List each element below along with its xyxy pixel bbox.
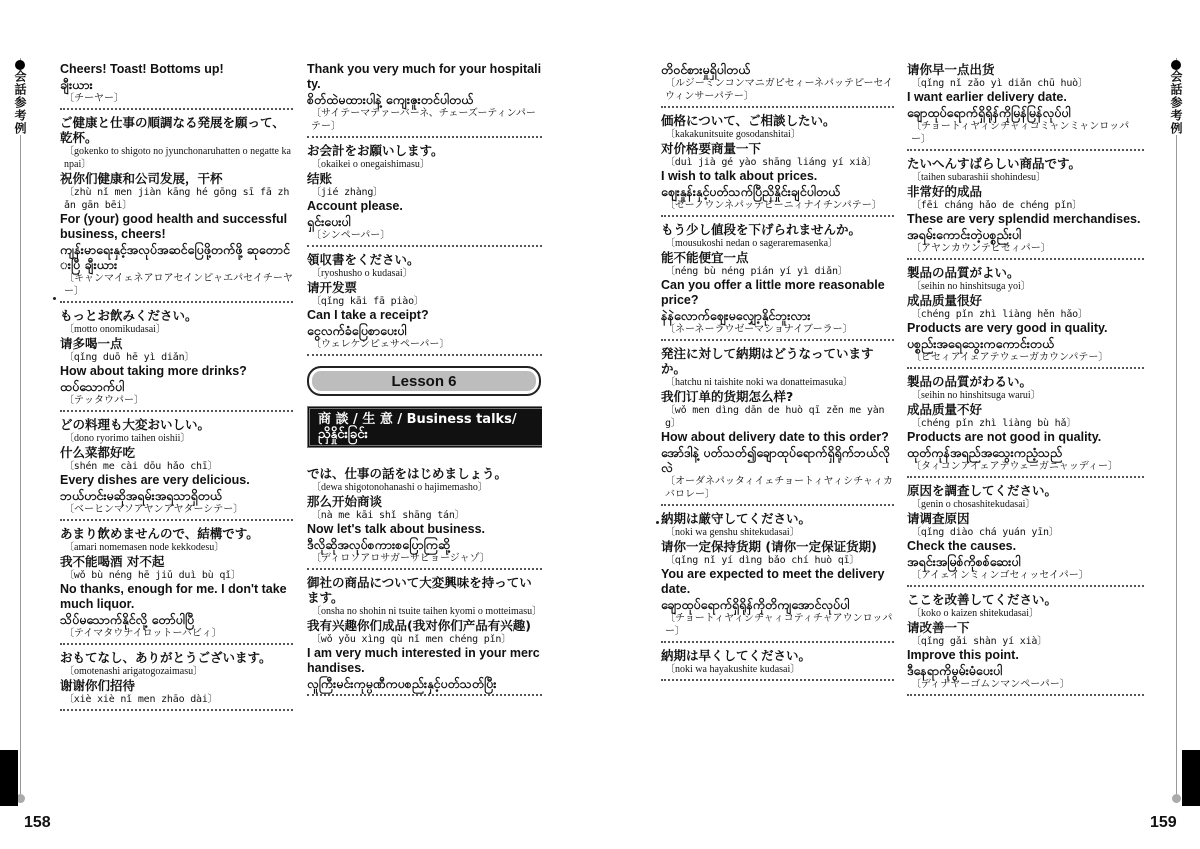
phrase-line-my: ဒီနေရာကိုမွမ်းမံပေးပါ: [907, 663, 1003, 678]
phrase-line-ja: 納期は厳守してください。: [661, 511, 812, 526]
phrase-line-en: Account please.: [307, 199, 403, 213]
phrase-line-rom: 〔hatchu ni taishite noki wa donatteimasuka〕: [665, 377, 854, 388]
phrase-line-en: I wish to talk about prices.: [661, 169, 818, 183]
margin-dot: [53, 297, 56, 300]
phrase-line-rom: 〔gokenko to shigoto no jyunchonaruhatten o negatte kanpai〕: [64, 146, 291, 170]
phrase-line-ja: もう少し値段を下げられませんか。: [661, 222, 862, 237]
phrase-line-kana: 〔キャンマイェネアロアセインピャエパセイチーヤー〕: [64, 273, 293, 297]
phrase-line-rom: 〔onsha no shohin ni tsuite taihen kyomi o motteimasu〕: [311, 606, 542, 617]
column-2: [307, 60, 542, 699]
phrase-line-ja: ここを改善してください。: [907, 592, 1058, 607]
phrase-line-my: ကျန်းမာရေးနှင့်အလုပ်အဆင်ပြေဖို့တက်ဖို့ ဆုတောင်းပြီ ချီးယား: [60, 242, 290, 272]
phrase-line-rom: 〔amari nomemasen node kekkodesu〕: [64, 542, 225, 553]
phrase-line-ja: 納期は早くしてください。: [661, 648, 812, 663]
lesson-topic-line: 商 談 / 生 意 / Business talks/: [318, 412, 517, 427]
phrase-line-ja: 我不能喝酒 对不起: [60, 554, 165, 569]
phrase-line-rom: 〔seihin no hinshitsuga warui〕: [911, 390, 1041, 401]
phrase-line-pin: 〔qǐng diào chá yuán yīn〕: [911, 527, 1059, 538]
phrase-entry: [907, 154, 1144, 260]
phrase-line-ja: 我们订单的货期怎么样?: [661, 389, 794, 404]
phrase-line-en: I am very much interested in your merchandises.: [307, 646, 540, 675]
phrase-line-ja: 请改善一下: [907, 620, 970, 635]
phrase-line-pin: 〔qǐng nǐ yí dìng bǎo chí huò qī〕: [665, 555, 860, 566]
phrase-line-en: Can I take a receipt?: [307, 308, 429, 322]
phrase-line-ja: 御社の商品について大変興味を持っています。: [307, 575, 532, 605]
phrase-line-rom: 〔taihen subarashii shohindesu〕: [911, 172, 1046, 183]
phrase-line-my: ထပ်သောက်ပါ: [60, 379, 125, 394]
phrase-line-rom: 〔dono ryorimo taihen oishii〕: [64, 433, 191, 444]
side-label: 会話参考例: [1169, 70, 1183, 135]
phrase-line-ja: 非常好的成品: [907, 184, 983, 199]
bullet-icon: [15, 60, 25, 70]
phrase-entry: [307, 464, 542, 570]
phrase-line-rom: 〔genin o chosashitekudasai〕: [911, 499, 1036, 510]
phrase-line-en: Improve this point.: [907, 648, 1019, 662]
phrase-line-ja: 発注に対して納期はどうなっていますか。: [661, 346, 874, 376]
phrase-entry: [661, 111, 894, 217]
phrase-line-kana: 〔チーヤー〕: [64, 93, 124, 104]
phrase-entry: [307, 141, 542, 247]
phrase-line-kana: 〔テイマタウナイロットーバビィ〕: [64, 628, 222, 639]
phrase-line-en: I want earlier delivery date.: [907, 90, 1067, 104]
phrase-line-ja: 我有兴趣你们成品(我对你们产品有兴趣): [307, 618, 531, 633]
phrase-line-pin: 〔fēi cháng hǎo de chéng pǐn〕: [911, 200, 1082, 211]
phrase-line-ja: 请开发票: [307, 280, 358, 295]
phrase-line-my: ဒီလိုဆိုအလုပ်စကားစပြောကြဆို့: [307, 537, 451, 552]
phrase-line-rom: 〔okaikei o onegaishimasu〕: [311, 159, 430, 170]
phrase-line-my: ချောထုပ်ရောက်ရှိရိုန်ကိုတိကျအောင်လုပ်ပါ: [661, 597, 850, 612]
phrase-line-pin: 〔qǐng nǐ zǎo yì diǎn chū huò〕: [911, 78, 1088, 89]
phrase-line-en: No thanks, enough for me. I don't take much liquor.: [60, 582, 287, 611]
phrase-line-kana: 〔シンペーパー〕: [311, 230, 391, 241]
column-3: [661, 60, 894, 684]
phrase-line-rom: 〔ryoshusho o kudasai〕: [311, 268, 413, 279]
bullet-icon: [1171, 60, 1181, 70]
phrase-line-kana: 〔アヤンカウンテピセィパー〕: [911, 243, 1051, 254]
phrase-line-kana: 〔チョートィヤィシチャィコティチャアウンロッパー〕: [665, 613, 893, 637]
phrase-line-en: Products are very good in quality.: [907, 321, 1108, 335]
phrase-line-my: ပစ္စည်းအရေသွေးကကောင်းတယ်: [907, 336, 1055, 351]
phrase-line-pin: 〔chéng pǐn zhì liàng hěn hǎo〕: [911, 309, 1088, 320]
phrase-line-rom: 〔noki wa hayakushite kudasai〕: [665, 664, 801, 675]
phrase-line-ja: 能不能便宜一点: [661, 250, 749, 265]
phrase-line-rom: 〔mousukoshi nedan o sageraremasenka〕: [665, 238, 839, 249]
phrase-line-ja: 成品质量不好: [907, 402, 983, 417]
phrase-line-pin: 〔xiè xiè nǐ men zhāo dài〕: [64, 694, 218, 705]
phrase-line-my: စိတ်ထဲမထားပါနဲ့ ကျေးဇူးတင်ပါတယ်: [307, 92, 474, 107]
rail-dot-icon: [1172, 794, 1181, 803]
phrase-entry: [60, 60, 293, 110]
phrase-line-kana: 〔サイテーマテァーバーネ、チェーズーティンパーテー〕: [311, 108, 536, 132]
phrase-line-ja: 请你一定保持货期 (请你一定保证货期): [661, 539, 877, 554]
phrase-line-kana: 〔アイェインミィンゴセィッセイパー〕: [911, 570, 1089, 581]
phrase-line-en: Cheers! Toast! Bottoms up!: [60, 62, 224, 76]
phrase-line-ja: 価格について、ご相談したい。: [661, 113, 836, 128]
phrase-line-rom: 〔dewa shigotonohanashi o hajimemasho〕: [311, 482, 488, 493]
column-4: [907, 60, 1144, 699]
phrase-line-pin: 〔chéng pǐn zhì liàng bù hǎ〕: [911, 418, 1077, 429]
phrase-entry: [661, 60, 894, 108]
phrase-line-kana: 〔ネーネーラウゼーマショナイブーラー〕: [665, 324, 853, 335]
phrase-line-pin: 〔jié zhàng〕: [311, 187, 383, 198]
phrase-line-ja: どの料理も大変おいしい。: [60, 417, 211, 432]
phrase-line-ja: おもてなし、ありがとうございます。: [60, 650, 272, 665]
phrase-line-rom: 〔koko o kaizen shitekudasai〕: [911, 608, 1040, 619]
phrase-line-en: Products are not good in quality.: [907, 430, 1102, 444]
phrase-line-pin: 〔duì jià gé yào shāng liáng yí xià〕: [665, 157, 877, 168]
phrase-line-kana: 〔チョートィヤィシチャィコミャンミャンロッパー〕: [911, 121, 1130, 145]
phrase-line-rom: 〔motto onomikudasai〕: [64, 324, 166, 335]
rail-line: [20, 58, 21, 803]
phrase-line-ja: 製品の品質がわるい。: [907, 374, 1033, 389]
phrase-line-ja: 原因を調査してください。: [907, 483, 1058, 498]
thumb-tab: [1182, 750, 1200, 806]
phrase-line-my: ဘယ်ဟင်းမဆိုအရမ်းအရသာရှိတယ်: [60, 488, 223, 503]
phrase-line-kana: 〔ピセィアイェアテウェーガカウンパテー〕: [911, 352, 1109, 363]
phrase-line-en: How about taking more drinks?: [60, 364, 247, 378]
phrase-line-ja: ご健康と仕事の順調なる発展を願って、乾杯。: [60, 115, 285, 145]
phrase-entry: [60, 524, 293, 645]
phrase-line-ja: 成品质量很好: [907, 293, 983, 308]
phrase-line-kana: 〔ディロソアロサガーサピョージャゾ〕: [311, 553, 490, 564]
column-1: [60, 60, 293, 714]
phrase-line-pin: 〔wǒ men dìng dān de huò qī zěn me yàng〕: [665, 405, 885, 429]
phrase-entry: [907, 481, 1144, 587]
phrase-entry: [661, 646, 894, 681]
phrase-line-ja: 请你早一点出货: [907, 62, 995, 77]
phrase-entry: [307, 250, 542, 356]
left-side-rail: [6, 58, 36, 803]
phrase-line-ja: あまり飲めませんので、結構です。: [60, 526, 259, 541]
lesson-topic-line: ညှိနှိုင်းခြင်း: [318, 427, 368, 442]
phrase-line-my: ချောထုပ်ရောက်ရှိရိုန်ကိုမြန်မြန်လုပ်ပါ: [907, 105, 1071, 120]
phrase-line-my: ငွေလက်ခံပြေစာပေးပါ: [307, 323, 407, 338]
phrase-line-ja: 对价格要商量一下: [661, 141, 762, 156]
phrase-line-en: How about delivery date to this order?: [661, 430, 889, 444]
phrase-line-en: You are expected to meet the delivery date.: [661, 567, 885, 596]
phrase-entry: [307, 60, 542, 138]
right-side-rail: [1162, 58, 1192, 803]
phrase-entry: [661, 509, 894, 643]
phrase-line-en: For (your) good health and successful business, cheers!: [60, 212, 288, 241]
phrase-line-kana: 〔テッタウパー〕: [64, 395, 144, 406]
page-number-left: 158: [24, 814, 51, 831]
phrase-line-kana: 〔ルジーミンコンマニガピセィーネパッテピーセイウィンサーパテー〕: [665, 78, 894, 102]
phrase-line-ja: 祝你们健康和公司发展，干杯: [60, 171, 223, 186]
phrase-line-en: Thank you very much for your hospitality.: [307, 62, 542, 91]
phrase-line-my: သိပ်မသောက်နိုင်လို့ တော်ပါပြီ: [60, 612, 195, 627]
phrase-line-kana: 〔ベーヒンマソアヤンアヤターシテー〕: [64, 504, 244, 515]
phrase-line-ja: 領収書をください。: [307, 252, 420, 267]
side-label: 会話参考例: [13, 70, 27, 135]
phrase-line-ja: 谢谢你们招待: [60, 678, 136, 693]
phrase-line-my: ချီးယား: [60, 77, 93, 92]
phrase-line-en: Check the causes.: [907, 539, 1017, 553]
phrase-entry: [60, 648, 293, 711]
phrase-line-ja: 请调查原因: [907, 511, 970, 526]
phrase-line-ja: では、仕事の話をはじめましょう。: [307, 466, 508, 481]
phrase-line-pin: 〔néng bù néng pián yí yì diǎn〕: [665, 266, 848, 277]
phrase-line-pin: 〔nà me kāi shǐ shāng tán〕: [311, 510, 465, 521]
lesson-title: Lesson 6: [307, 366, 541, 396]
phrase-line-en: Now let's talk about business.: [307, 522, 486, 536]
phrase-line-my: အရင်းအမြစ်ကိုစစ်ဆေးပါ: [907, 554, 1021, 569]
phrase-line-en: Can you offer a little more reasonable price?: [661, 278, 885, 307]
phrase-line-rom: 〔kakakunitsuite gosodanshitai〕: [665, 129, 801, 140]
phrase-entry: [907, 60, 1144, 151]
phrase-line-my: ရှင်းပေးပါ: [307, 214, 351, 229]
phrase-entry: [661, 344, 894, 506]
phrase-line-pin: 〔qǐng kāi fā piào〕: [311, 296, 424, 307]
phrase-line-ja: 结账: [307, 171, 333, 186]
thumb-tab: [0, 750, 18, 806]
phrase-line-pin: 〔wǒ bù néng hē jiǔ duì bù qǐ〕: [64, 570, 241, 581]
phrase-line-ja: もっとお飲みください。: [60, 308, 198, 323]
phrase-line-pin: 〔qǐng duō hē yì diǎn〕: [64, 352, 195, 363]
phrase-line-ja: 什么菜都好吃: [60, 445, 136, 460]
phrase-line-ja: お会計をお願いします。: [307, 143, 444, 158]
phrase-line-my: ထုတ်ကုန်အရည်အသွေးကညံ့သည်: [907, 445, 1063, 460]
phrase-line-en: Every dishes are very delicious.: [60, 473, 250, 487]
phrase-line-my: တိဝင်စားမှုရှိပါတယ်: [661, 62, 751, 77]
phrase-line-rom: 〔omotenashi arigatogozaimasu〕: [64, 666, 204, 677]
phrase-line-ja: たいへんすばらしい商品です。: [907, 156, 1082, 171]
phrase-entry: [907, 590, 1144, 696]
phrase-line-my: အရမ်းကောင်းတဲ့ပစ္စည်းပါ: [907, 227, 1022, 242]
phrase-entry: [60, 113, 293, 303]
phrase-line-pin: 〔zhù nǐ men jiàn kāng hé gōng sī fā zhǎn gān bēi〕: [64, 187, 290, 211]
phrase-line-rom: 〔seihin no hinshitsuga yoi〕: [911, 281, 1031, 292]
rail-line: [1176, 58, 1177, 803]
phrase-line-kana: 〔ウェレケンピェサペーパー〕: [311, 339, 450, 350]
phrase-line-my: နဲနဲလောက်ဈေးမလျှော့နိုင်ဘူးလား: [661, 308, 811, 323]
phrase-entry: [661, 220, 894, 341]
phrase-line-kana: 〔ゼーノウンネパッテピーニィナイチンパテー〕: [665, 200, 882, 211]
phrase-entry: [307, 573, 542, 696]
margin-dot: [656, 521, 659, 524]
phrase-line-pin: 〔shén me cài dōu hǎo chī〕: [64, 461, 218, 472]
phrase-line-my: အော်ဒါနဲ့ ပတ်သတ်၍ချောထုပ်ရောက်ရှိရိုက်ဘယ်လိုလဲ: [661, 445, 890, 475]
phrase-line-pin: 〔wǒ yǒu xìng qù nǐ men chéng pǐn〕: [311, 634, 512, 645]
phrase-line-kana: 〔タィコンアイェアテウェーガニャッディー〕: [911, 461, 1119, 472]
lesson-topic: [307, 406, 542, 448]
phrase-line-ja: 製品の品質がよい。: [907, 265, 1020, 280]
phrase-entry: [60, 306, 293, 412]
phrase-line-ja: 请多喝一点: [60, 336, 123, 351]
phrase-line-my: ဈေးနှုန်းနှင့်ပတ်သက်ပြီညှိနှိုင်းချင်ပါတယ်: [661, 184, 841, 199]
phrase-line-pin: 〔qǐng gǎi shàn yí xià〕: [911, 636, 1048, 647]
phrase-line-rom: 〔noki wa genshu shitekudasai〕: [665, 527, 800, 538]
phrase-line-en: These are very splendid merchandises.: [907, 212, 1141, 226]
page-number-right: 159: [1150, 814, 1177, 831]
phrase-line-kana: 〔ディナヤーゴムンマンペーパー〕: [911, 679, 1070, 690]
phrase-line-kana: 〔オーダネパッタィイェチョートィヤィシチャィカバロレー〕: [665, 476, 893, 500]
phrase-entry: [907, 263, 1144, 369]
phrase-entry: [60, 415, 293, 521]
phrase-line-my: လူကြီးမင်းကုမ္ပဏီကပစည်းနှင့်ပတ်သတ်ပြီး: [307, 676, 497, 691]
phrase-line-ja: 那么开始商谈: [307, 494, 383, 509]
phrase-entry: [907, 372, 1144, 478]
